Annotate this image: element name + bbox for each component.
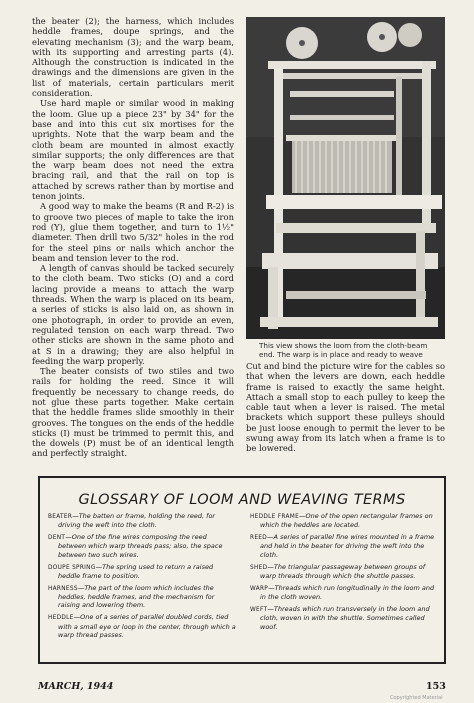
- glossary-definition: —Threads which run transversely in the loom and cloth, woven in with the shuttle. Sometimes called woof.: [260, 605, 430, 631]
- article-left-column: [32, 16, 234, 459]
- glossary-definition: —The triangular passageway between groups of warp threads through which the shuttle passes.: [260, 562, 426, 580]
- glossary-entry: [48, 584, 236, 610]
- article-paragraph: A good way to make the beams (R and R-2) is to groove two pieces of maple to take the iron rod (Y), glue them together, and turn to 1½" diameter. Then drill two 5/32" holes in the rod for the steel pins or nails which anchor the beam and tension lever to the rod.: [32, 201, 234, 263]
- page-number: 153: [426, 681, 446, 692]
- glossary-definition: —A series of parallel fine wires mounted in a frame and held in the beater for driving the weft into the cloth.: [260, 533, 435, 559]
- article-paragraph: the beater (2); the harness, which includes heddle frames, doupe springs, and the elevating mechanism (3); and the warp beam, with its supporting and arresting parts (4). Although the construction is indicated in the drawings and the dimensions are given in the list of materials, certain particulars merit consideration.: [32, 16, 234, 99]
- glossary-left-column: [48, 512, 236, 643]
- loom-photo: [246, 17, 445, 339]
- glossary-definition: —The batten or frame, holding the reed, for driving the weft into the cloth.: [58, 512, 216, 530]
- glossary-entry: [250, 584, 438, 602]
- glossary-definition: —One of the open rectangular frames on which the heddles are located.: [260, 512, 433, 530]
- footer-date: MARCH, 1944: [38, 681, 114, 692]
- glossary-title: GLOSSARY OF LOOM AND WEAVING TERMS: [78, 492, 406, 508]
- glossary-entry: [48, 512, 236, 530]
- glossary-term: HARNESS: [48, 585, 78, 592]
- glossary-definition: —One of a series of parallel doubled cords, tied with a small eye or loop in the center, through which a warp thread passes.: [58, 613, 236, 639]
- copyright-notice: Copyrighted Material: [390, 695, 443, 701]
- glossary-definition: —Threads which run longitudinally in the loom and in the cloth woven.: [260, 583, 435, 602]
- glossary-term: REED: [250, 535, 268, 542]
- glossary-term: WARP: [250, 585, 269, 592]
- glossary-entry: [250, 533, 438, 559]
- glossary-entry: [250, 563, 438, 581]
- glossary-box: [38, 476, 446, 664]
- article-paragraph: A length of canvas should be tacked securely to the cloth beam. Two sticks (O) and a cord lacing provide a means to attach the warp threads. When the warp is placed on its beam, a series of sticks is also laid on, as shown in one photograph, in order to provide an even, regulated tension on each warp thread. Two other sticks are shown in the same photo and at S in a drawing; they are also helpful in feeding the warp properly.: [32, 263, 234, 366]
- article-paragraph: Cut and bind the picture wire for the cables so that when the levers are down, each heddle frame is raised to exactly the same height. Attach a small stop to each pulley to keep the cable taut when a lever is raised. The metal brackets which support these pulleys should be just loose enough to permit the lever to be swung away from its latch when a frame is to be lowered.: [246, 361, 445, 454]
- article-right-column: [246, 361, 445, 454]
- photo-caption: This view shows the loom from the cloth-beam end. The warp is in place and ready to weave: [259, 341, 428, 359]
- glossary-entry: [250, 512, 438, 530]
- glossary-term: SHED: [250, 564, 268, 571]
- glossary-term: BEATER: [48, 514, 73, 520]
- glossary-definition: —One of the fine wires composing the reed between which warp threads pass; also, the space between two such wires.: [58, 533, 223, 559]
- glossary-term: DENT: [48, 535, 66, 542]
- glossary-definition: —The part of the loom which includes the heddles, heddle frames, and the mechanism for raising and lowering them.: [58, 583, 215, 610]
- glossary-definition: —The spring used to return a raised heddle frame to position.: [58, 562, 214, 580]
- glossary-right-column: [250, 512, 438, 635]
- loom-photo-illustration: [246, 17, 445, 339]
- glossary-term: DOUPE SPRING: [48, 564, 96, 571]
- glossary-entry: [48, 613, 236, 639]
- glossary-term: HEDDLE FRAME: [250, 514, 300, 520]
- article-paragraph: Use hard maple or similar wood in making the loom. Glue up a piece 23" by 34" for the base and into this cut six mortises for the uprights. Note that the warp beam and the cloth beam are mounted in almost exactly similar supports; the only differences are that the warp beam does not need the extra bracing rail, and that the rail on top is attached by screws rather than by mortise and tenon joints.: [32, 98, 234, 202]
- glossary-entry: [48, 563, 236, 581]
- glossary-entry: [48, 533, 236, 559]
- article-paragraph: The beater consists of two stiles and two rails for holding the reed. Since it will frequently be necessary to change reeds, do not glue these parts together. Make certain that the heddle frames slide smoothly in their grooves. The tongues on the ends of the heddle sticks (I) must be trimmed to permit this, and the dowels (P) must be of an identical length and perfectly straight.: [32, 366, 234, 459]
- glossary-term: WEFT: [250, 607, 268, 614]
- glossary-term: HEDDLE: [48, 615, 74, 622]
- glossary-entry: [250, 605, 438, 631]
